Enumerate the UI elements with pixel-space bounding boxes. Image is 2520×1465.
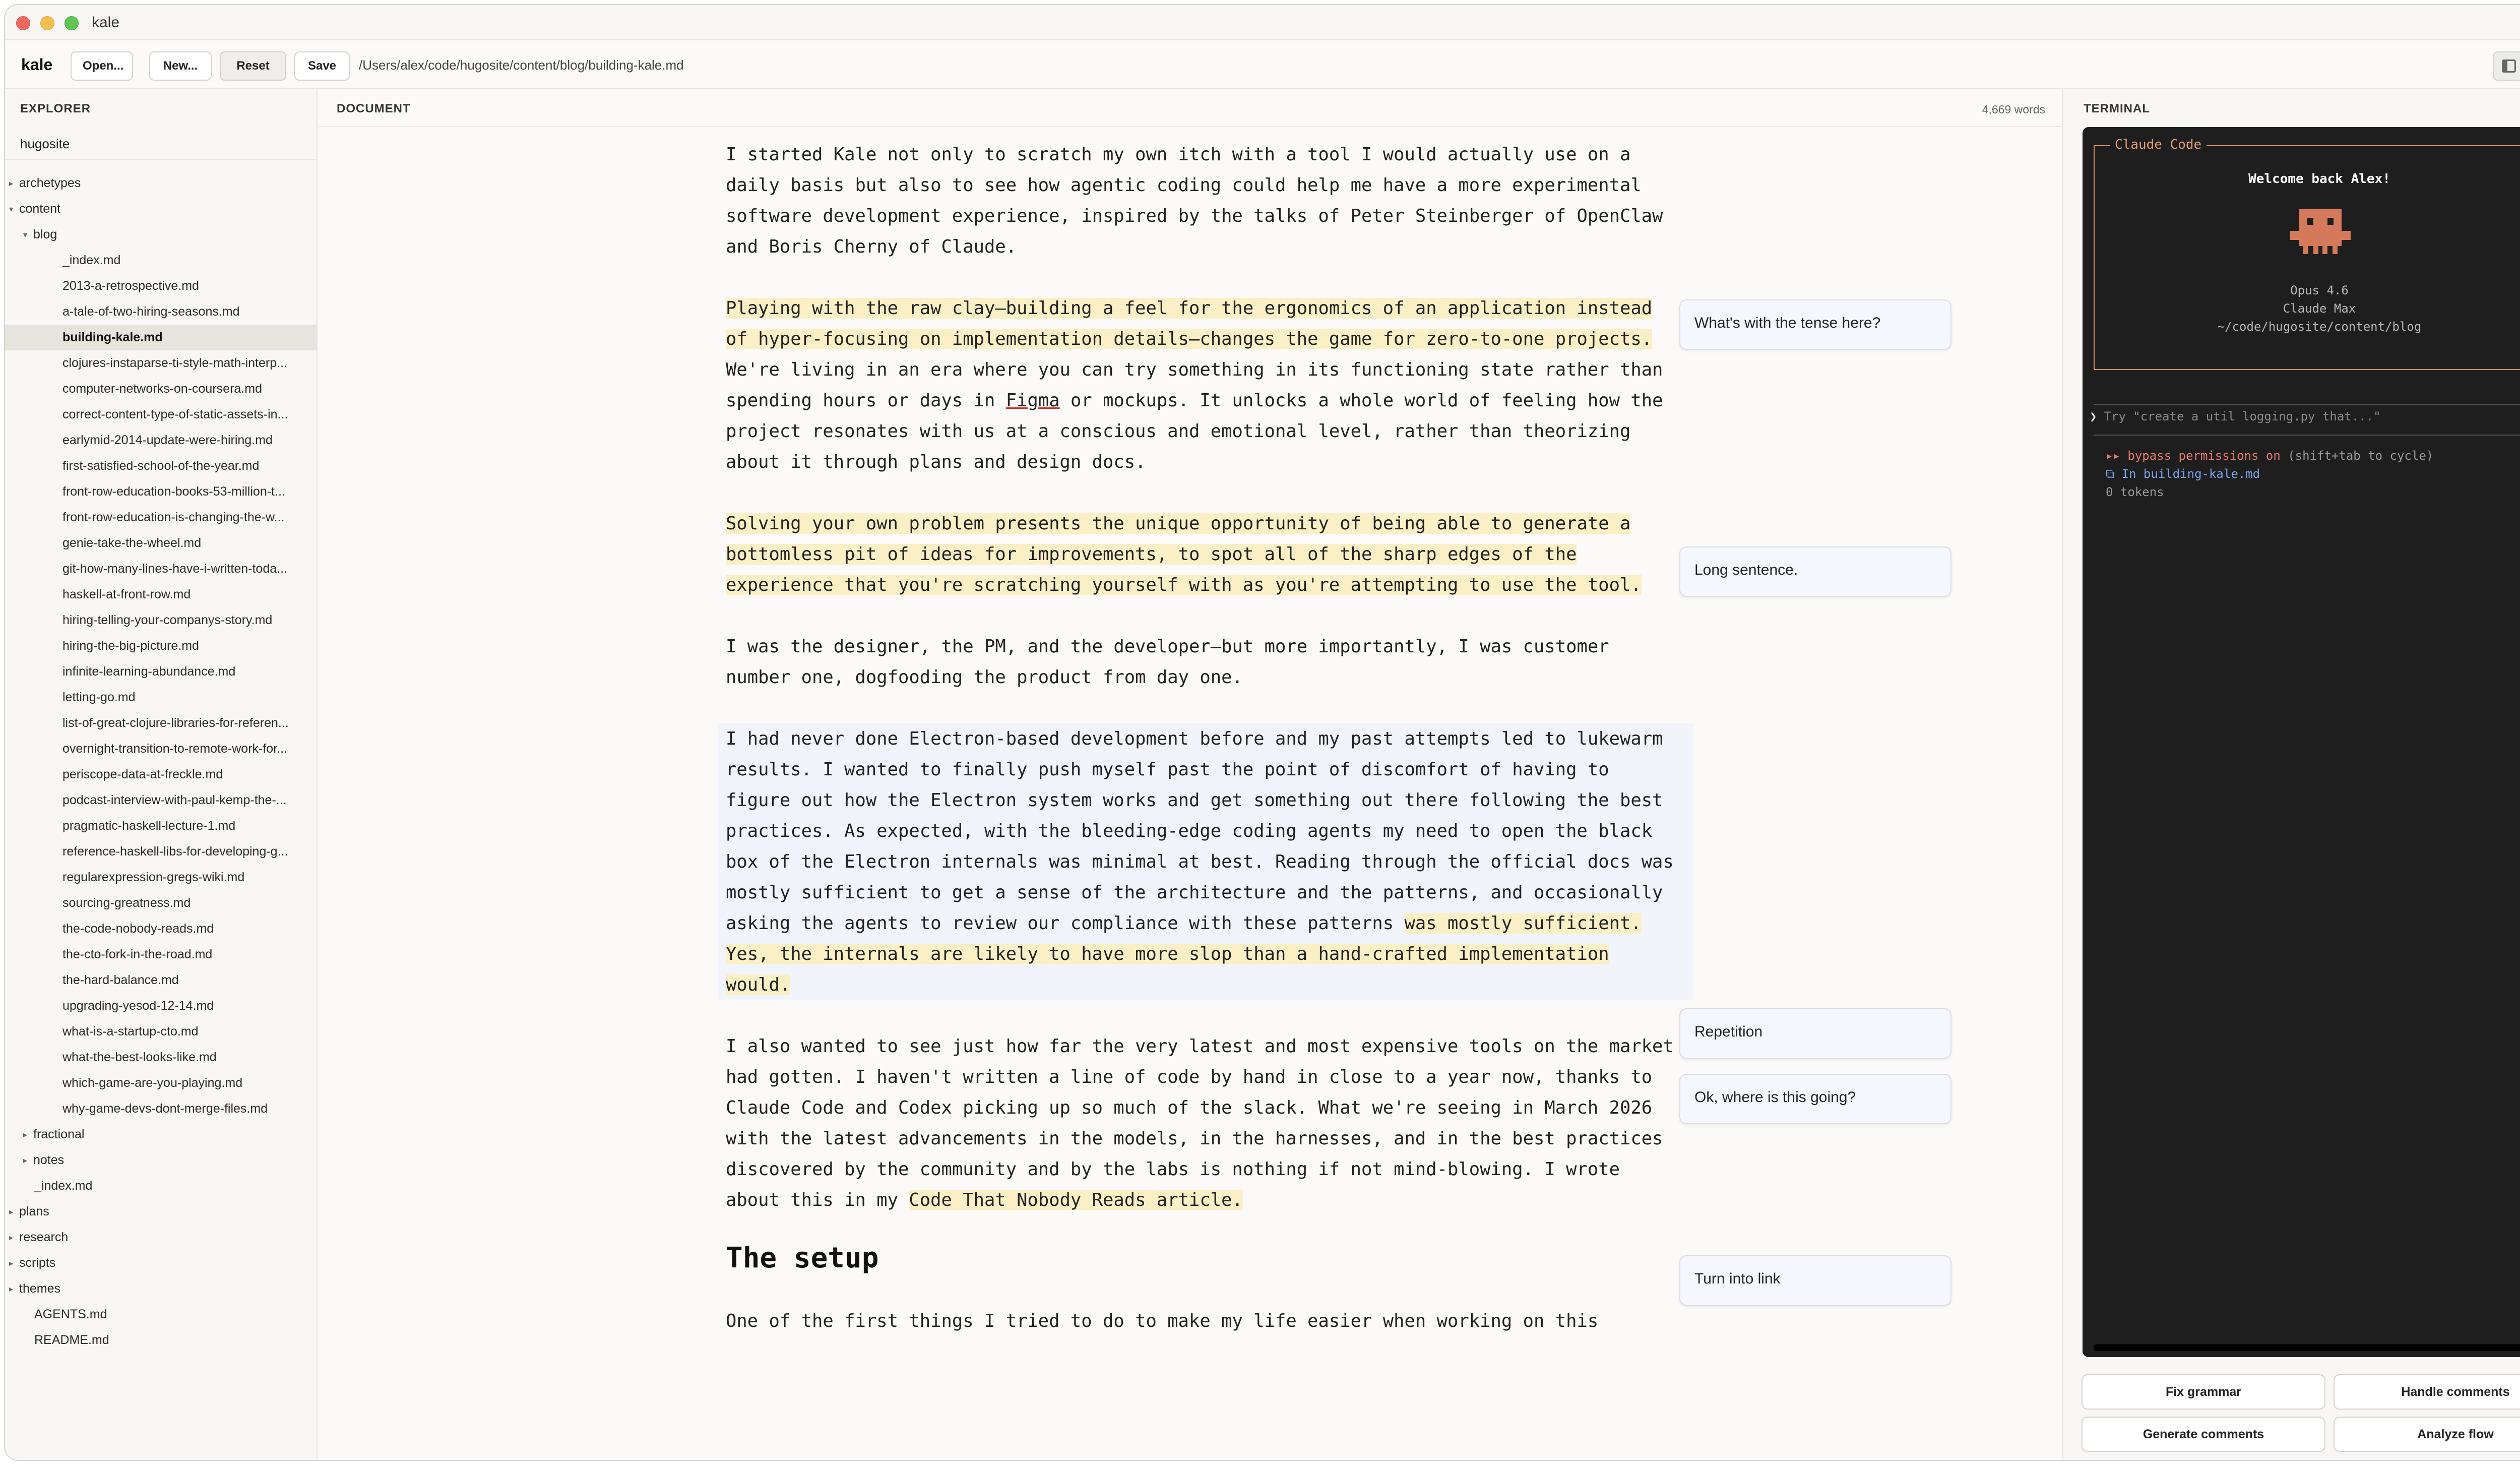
tree-item-label: list-of-great-clojure-libraries-for-referen...	[62, 716, 289, 730]
tree-item-label: AGENTS.md	[34, 1307, 107, 1321]
tree-item-label: themes	[19, 1281, 60, 1296]
tree-item-label: blog	[33, 227, 57, 241]
title-bar	[5, 5, 2520, 40]
tree-item-label: content	[19, 202, 61, 216]
model-name: Opus 4.6	[2290, 283, 2349, 297]
divider	[2094, 404, 2520, 405]
tree-item-label: front-row-education-is-changing-the-w...	[62, 510, 285, 524]
tree-file[interactable]	[5, 479, 318, 505]
tree-item-label: reference-haskell-libs-for-developing-g...	[62, 844, 288, 859]
tree-item-label: which-game-are-you-playing.md	[62, 1076, 243, 1090]
tree-item-label: the-cto-fork-in-the-road.md	[62, 947, 213, 961]
comment-card[interactable]: Ok, where is this going?	[1679, 1074, 1951, 1124]
tree-item-label: 2013-a-retrospective.md	[62, 279, 199, 293]
project-root: hugosite	[20, 136, 70, 151]
tree-item-label: periscope-data-at-freckle.md	[62, 767, 223, 781]
generate-comments-button[interactable]: Generate comments	[2082, 1417, 2325, 1452]
comment-card[interactable]: Repetition	[1679, 1008, 1951, 1059]
tree-item-label: the-code-nobody-reads.md	[62, 922, 214, 936]
document-header	[319, 89, 2062, 127]
chevron-right-icon: ▸	[9, 1207, 14, 1216]
chevron-right-icon: ▸	[23, 1130, 28, 1139]
text-run: or mockups. It unlocks a whole world of feeling how the project resonates with us at a conscious and emotional level, rather than theorizing about it through plans and design docs.	[726, 390, 1663, 472]
text-run: We're living in an era where you can try something in its functioning state rather than spending hours or days in	[726, 359, 1663, 411]
close-window-button[interactable]	[16, 16, 30, 30]
section-heading[interactable]	[726, 1239, 1683, 1277]
explorer-title: EXPLORER	[20, 102, 91, 115]
tree-file[interactable]	[5, 1096, 318, 1122]
tree-item-label: hiring-telling-your-companys-story.md	[62, 613, 273, 627]
tree-file[interactable]	[5, 582, 318, 607]
terminal-screen[interactable]	[2083, 127, 2520, 1357]
tree-item-label: archetypes	[19, 176, 81, 190]
tree-file[interactable]	[5, 916, 318, 942]
chevron-right-icon: ▸	[9, 179, 14, 188]
tree-file[interactable]	[5, 890, 318, 916]
fix-grammar-button[interactable]: Fix grammar	[2082, 1374, 2325, 1410]
maximize-window-button[interactable]	[65, 16, 79, 30]
document-body[interactable]	[726, 139, 1683, 1367]
claude-code-title: Claude Code	[2110, 137, 2207, 152]
tree-item-label: README.md	[34, 1333, 109, 1347]
text-run: Figma	[1005, 390, 1060, 411]
tree-folder[interactable]	[5, 1199, 318, 1225]
bypass-text: ▸▸ bypass permissions on	[2106, 449, 2281, 463]
tree-file[interactable]	[5, 1045, 318, 1070]
minimize-window-button[interactable]	[40, 16, 54, 30]
tree-file[interactable]	[5, 530, 318, 556]
text-run: I started Kale not only to scratch my own itch with a tool I would actually use on a daily basis but also to see how agentic coding could help me have a more experimental software development experience, inspired by the talks of Peter Steinberger of OpenClaw and Boris Cherny of Claude.	[726, 144, 1663, 257]
text-run: I also wanted to see just how far the very latest and most expensive tools on the market had gotten. I haven't written a line of code by hand in close to a year now, thanks to Claude Code and Codex picking up so much of the slack. What we're seeing in March 2026 with the latest advancements in the models, in the harnesses, and in the best practices discovered by the community and by the labs is nothing if not mind-blowing. I wrote about this in my	[726, 1036, 1674, 1210]
tree-item-label: fractional	[33, 1127, 85, 1141]
tree-item-label: earlymid-2014-update-were-hiring.md	[62, 433, 273, 447]
tree-item-label: computer-networks-on-coursera.md	[62, 382, 262, 396]
tree-file[interactable]	[5, 402, 318, 428]
file-path: /Users/alex/code/hugosite/content/blog/building-kale.md	[359, 57, 684, 73]
chevron-right-icon: ▸	[9, 1259, 14, 1268]
claude-mascot-icon	[2290, 209, 2351, 254]
tree-item-label: notes	[33, 1153, 65, 1167]
tree-file[interactable]	[5, 376, 318, 402]
paragraph[interactable]	[726, 631, 1683, 693]
tree-file[interactable]	[5, 1173, 318, 1199]
terminal-title: TERMINAL	[2084, 102, 2150, 115]
prompt-placeholder: Try "create a util logging.py that..."	[2104, 409, 2381, 423]
comment-card[interactable]: What's with the tense here?	[1679, 299, 1951, 350]
divider	[2094, 435, 2520, 436]
working-directory: ~/code/hugosite/content/blog	[2217, 320, 2422, 334]
bypass-permissions-status	[2106, 449, 2433, 463]
tree-item-label: overnight-transition-to-remote-work-for...	[62, 742, 287, 756]
tree-file[interactable]	[5, 762, 318, 787]
chevron-right-icon: ▸	[23, 1156, 28, 1165]
tree-file[interactable]	[5, 993, 318, 1019]
paragraph[interactable]	[726, 508, 1683, 600]
explorer-panel	[5, 89, 318, 1461]
tree-file[interactable]	[5, 299, 318, 325]
toolbar	[5, 40, 2520, 89]
tree-file[interactable]	[5, 710, 318, 736]
text-run: The setup	[726, 1242, 879, 1274]
file-context-status: ⧉ In building-kale.md	[2106, 467, 2260, 481]
tree-item-label: first-satisfied-school-of-the-year.md	[62, 459, 260, 473]
tree-file[interactable]	[5, 607, 318, 633]
tree-folder[interactable]	[5, 1276, 318, 1302]
tree-item-label: regularexpression-gregs-wiki.md	[62, 870, 245, 884]
welcome-message: Welcome back Alex!	[2248, 171, 2390, 187]
tree-folder[interactable]	[5, 170, 318, 196]
token-count: 0 tokens	[2106, 485, 2164, 499]
text-run: One of the first things I tried to do to make my life easier when working on this	[726, 1311, 1599, 1331]
prompt-chevron-icon: ❯	[2090, 409, 2097, 423]
new-button[interactable]: New...	[149, 51, 212, 81]
tree-item-label: building-kale.md	[62, 330, 163, 344]
comment-card[interactable]: Turn into link	[1679, 1255, 1951, 1306]
tree-file[interactable]	[5, 787, 318, 813]
tree-file[interactable]	[5, 1327, 318, 1353]
tree-item-label: a-tale-of-two-hiring-seasons.md	[62, 304, 240, 319]
tree-folder[interactable]	[5, 1122, 318, 1147]
chevron-down-icon: ▾	[9, 205, 14, 214]
tree-file[interactable]	[5, 865, 318, 890]
toggle-left-panel-button[interactable]	[2493, 51, 2520, 81]
tree-file[interactable]	[5, 1302, 318, 1327]
paragraph[interactable]	[726, 139, 1683, 262]
commented-text: Code That Nobody Reads article.	[909, 1190, 1243, 1210]
tree-item-label: what-the-best-looks-like.md	[62, 1050, 217, 1064]
tree-file[interactable]	[5, 736, 318, 762]
tree-item-label: clojures-instaparse-ti-style-math-interp...	[62, 356, 287, 370]
tree-item-label: podcast-interview-with-paul-kemp-the-...	[62, 793, 287, 807]
divider	[5, 159, 318, 160]
toggle-left-panel-icon	[2502, 59, 2516, 73]
tree-file[interactable]	[5, 967, 318, 993]
handle-comments-button[interactable]: Handle comments	[2334, 1374, 2520, 1410]
tree-file[interactable]	[5, 556, 318, 582]
tree-item-label: hiring-the-big-picture.md	[62, 639, 199, 653]
tree-item-label: plans	[19, 1204, 49, 1218]
document-panel	[319, 89, 2062, 1461]
tree-file[interactable]	[5, 685, 318, 710]
terminal-scrollbar[interactable]	[2094, 1344, 2520, 1351]
tree-file[interactable]	[5, 273, 318, 299]
word-count: 4,669 words	[1982, 103, 2045, 116]
tree-item-label: front-row-education-books-53-million-t...	[62, 484, 285, 499]
text-run: I had never done Electron-based development before and my past attempts led to lukewarm results. I wanted to finally push myself past the point of discomfort of having to figure out how the Electron system works and get something out there following the best practices. As expected, with the bleeding-edge coding agents my need to open the black box of the Electron internals was minimal at best. Reading through the official docs was mostly sufficient to get a sense of the architecture and the patterns, and occasionally asking the agents to review our compliance with these patterns	[726, 728, 1674, 934]
tree-folder[interactable]	[5, 222, 318, 248]
paragraph[interactable]	[726, 1306, 1683, 1336]
comment-card[interactable]: Long sentence.	[1679, 546, 1951, 597]
claude-code-welcome-box	[2094, 137, 2520, 370]
terminal-prompt[interactable]	[2090, 409, 2381, 423]
tree-item-label: haskell-at-front-row.md	[62, 587, 191, 601]
tree-item-label: letting-go.md	[62, 690, 136, 704]
file-tree	[5, 170, 318, 1353]
paragraph[interactable]	[726, 1031, 1683, 1215]
tree-item-label: upgrading-yesod-12-14.md	[62, 999, 214, 1013]
tree-item-label: _index.md	[34, 1179, 93, 1193]
text-run: I was the designer, the PM, and the developer—but more importantly, I was customer number one, dogfooding the product from day one.	[726, 636, 1609, 688]
tree-folder[interactable]	[5, 1147, 318, 1173]
paragraph[interactable]	[718, 723, 1693, 1000]
save-button[interactable]: Save	[294, 51, 350, 81]
paragraph[interactable]	[726, 293, 1683, 477]
tree-item-label: why-game-devs-dont-merge-files.md	[62, 1102, 268, 1116]
tree-item-label: scripts	[19, 1256, 56, 1270]
tree-file[interactable]	[5, 505, 318, 530]
tree-file[interactable]	[5, 453, 318, 479]
app-brand: kale	[21, 55, 53, 74]
tree-item-label: infinite-learning-abundance.md	[62, 664, 236, 679]
commented-text: Solving your own problem presents the unique opportunity of being able to generate a bottomless pit of ideas for improvements, to spot all of the sharp edges of the experience that you're scratching yourself with as you're attempting to use the tool.	[726, 513, 1642, 595]
tree-file[interactable]	[5, 1019, 318, 1045]
window-title: kale	[92, 14, 120, 31]
tree-file[interactable]	[5, 633, 318, 659]
tree-file[interactable]	[5, 248, 318, 273]
tree-file[interactable]	[5, 813, 318, 839]
analyze-flow-button[interactable]: Analyze flow	[2334, 1417, 2520, 1452]
tree-file[interactable]	[5, 942, 318, 967]
commented-text: was mostly sufficient. Yes, the internals are likely to have more slop than a hand-crafted implementation would.	[726, 913, 1642, 995]
terminal-panel	[2062, 89, 2520, 1461]
tree-item-label: what-is-a-startup-cto.md	[62, 1024, 199, 1039]
tree-folder[interactable]	[5, 1225, 318, 1250]
tree-item-label: research	[19, 1230, 69, 1244]
tree-file[interactable]	[5, 325, 318, 350]
commented-text: Playing with the raw clay—building a feel for the ergonomics of an application instead of hyper-focusing on implementation details—changes the game for zero-to-one projects.	[726, 298, 1653, 349]
tree-item-label: genie-take-the-wheel.md	[62, 536, 202, 550]
tree-file[interactable]	[5, 1070, 318, 1096]
open-button[interactable]: Open...	[71, 51, 133, 81]
tree-file[interactable]	[5, 839, 318, 865]
tree-file[interactable]	[5, 428, 318, 453]
tree-file[interactable]	[5, 350, 318, 376]
tree-item-label: pragmatic-haskell-lecture-1.md	[62, 819, 236, 833]
bypass-hint: (shift+tab to cycle)	[2288, 449, 2434, 463]
tree-item-label: git-how-many-lines-have-i-written-toda...	[62, 562, 287, 576]
reset-button[interactable]: Reset	[220, 51, 286, 81]
tree-file[interactable]	[5, 659, 318, 685]
chevron-right-icon: ▸	[9, 1233, 14, 1242]
tree-item-label: sourcing-greatness.md	[62, 896, 191, 910]
tree-item-label: correct-content-type-of-static-assets-in...	[62, 407, 288, 421]
app-window	[4, 4, 2520, 1461]
tree-folder[interactable]	[5, 196, 318, 222]
plan-name: Claude Max	[2283, 301, 2356, 316]
tree-folder[interactable]	[5, 1250, 318, 1276]
chevron-right-icon: ▸	[9, 1285, 14, 1294]
chevron-down-icon: ▾	[23, 230, 28, 239]
tree-item-label: _index.md	[62, 253, 121, 267]
document-title: DOCUMENT	[337, 102, 411, 115]
tree-item-label: the-hard-balance.md	[62, 973, 179, 987]
